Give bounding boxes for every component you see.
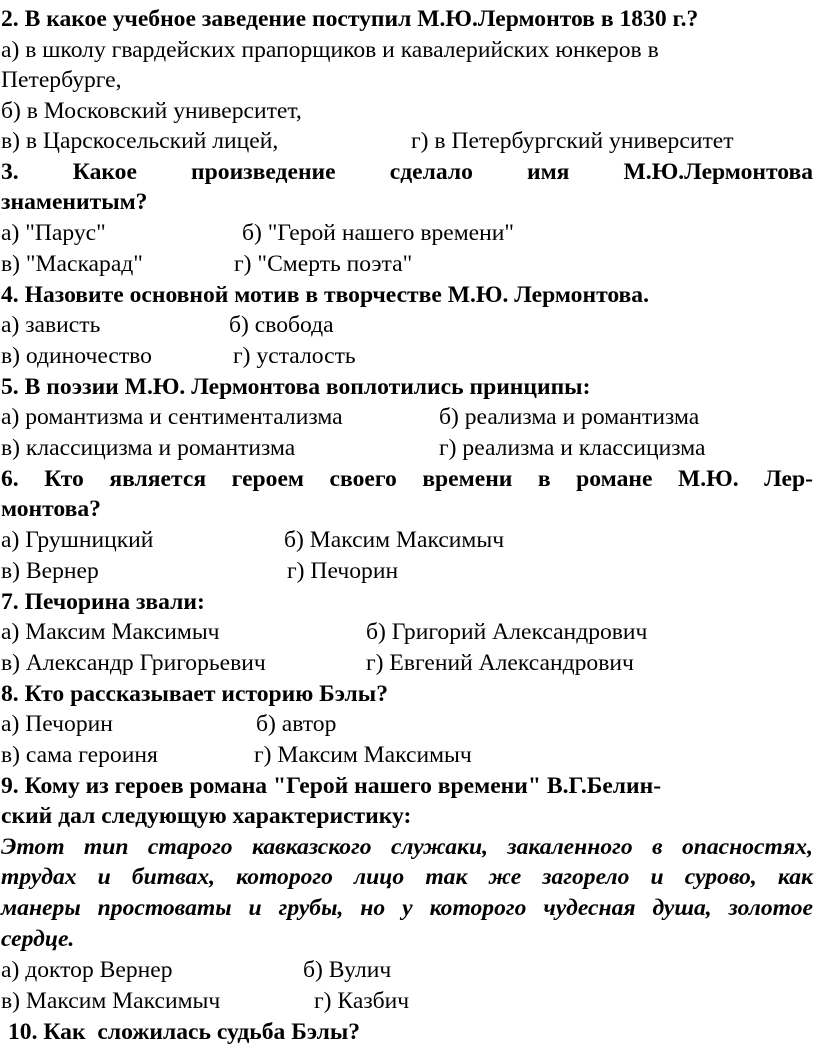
q8-option-v: в) сама героиня [1, 742, 158, 768]
question-6-line2: монтова? [1, 496, 101, 522]
q9-option-g: г) Казбич [314, 988, 410, 1014]
question-10: 10. Как сложилась судьба Бэлы? [8, 1019, 361, 1045]
question-8: 8. Кто рассказывает историю Бэлы? [1, 681, 388, 707]
q3-option-b: б) "Герой нашего времени" [242, 220, 515, 246]
q8-option-b: б) автор [256, 711, 337, 737]
q5-option-b: б) реализма и романтизма [439, 404, 700, 430]
q8-option-a: а) Печорин [1, 711, 113, 737]
q9-quote-line4: сердце. [1, 926, 75, 952]
q6-option-a: а) Грушницкий [1, 527, 154, 553]
q8-options-row1 [1, 709, 813, 739]
q9-options-row1 [1, 955, 813, 985]
q6-option-b: б) Максим Максимыч [284, 527, 505, 553]
question-5: 5. В поэзии М.Ю. Лермонтова воплотились принципы: [1, 374, 591, 400]
q3-option-v: в) "Маскарад" [1, 251, 143, 277]
q7-option-v: в) Александр Григорьевич [1, 650, 266, 676]
question-3-line1: 3. Какое произведение сделало имя М.Ю.Лермонтова [1, 159, 813, 185]
q3-options-row2 [1, 249, 813, 279]
q3-option-a: а) "Парус" [1, 220, 106, 246]
q2-option-b: б) в Московский университет, [1, 98, 302, 124]
question-7: 7. Печорина звали: [1, 589, 205, 615]
question-2: 2. В какое учебное заведение поступил М.Ю.Лермонтов в 1830 г.? [1, 6, 699, 32]
q4-options-row2 [1, 341, 813, 371]
q4-option-v: в) одиночество [1, 343, 152, 369]
q9-options-row2 [1, 986, 813, 1016]
q5-options-row2 [1, 433, 813, 463]
q9-option-b: б) Вулич [303, 957, 392, 983]
q6-option-v: в) Вернер [1, 558, 99, 584]
q9-quote-line3: манеры простоваты и грубы, но у которого чудесная душа, золотое [1, 895, 813, 921]
q6-option-g: г) Печорин [287, 558, 399, 584]
q3-option-g: г) "Смерть поэта" [234, 251, 413, 277]
question-4: 4. Назовите основной мотив в творчестве М.Ю. Лермонтова. [1, 282, 649, 308]
q8-options-row2 [1, 740, 813, 770]
q9-option-v: в) Максим Максимыч [1, 988, 221, 1014]
q2-options-row [1, 126, 813, 156]
q7-options-row2 [1, 648, 813, 678]
q7-options-row1 [1, 617, 813, 647]
q2-option-a-line1: а) в школу гвардейских прапорщиков и кавалерийских юнкеров в [1, 37, 659, 63]
q3-options-row1 [1, 218, 813, 248]
q6-options-row2 [1, 556, 813, 586]
question-6-line1: 6. Кто является героем своего времени в романе М.Ю. Лер- [1, 466, 813, 492]
q4-option-g: г) усталость [233, 343, 356, 369]
q9-quote-line1: Этот тип старого кавказского служаки, закаленного в опасностях, [1, 834, 813, 860]
q5-options-row1 [1, 402, 813, 432]
q9-quote-line2: трудах и битвах, которого лицо так же загорело и сурово, как [1, 864, 813, 890]
q4-option-a: а) зависть [1, 312, 101, 338]
q4-options-row1 [1, 310, 813, 340]
q2-option-g: г) в Петербургский университет [411, 128, 734, 154]
q6-options-row1 [1, 525, 813, 555]
question-3-line2: знаменитым? [1, 189, 148, 215]
q5-option-g: г) реализма и классицизма [439, 435, 706, 461]
q2-option-a-line2: Петербурге, [1, 67, 122, 93]
q5-option-v: в) классицизма и романтизма [1, 435, 296, 461]
question-9-line2: ский дал следующую характеристику: [1, 803, 412, 829]
q7-option-a: а) Максим Максимыч [1, 619, 220, 645]
q4-option-b: б) свобода [229, 312, 334, 338]
q5-option-a: а) романтизма и сентиментализма [1, 404, 343, 430]
question-9-line1: 9. Кому из героев романа "Герой нашего времени" В.Г.Белин- [1, 773, 662, 799]
q9-option-a: а) доктор Вернер [1, 957, 173, 983]
q7-option-b: б) Григорий Александрович [366, 619, 648, 645]
q8-option-g: г) Максим Максимыч [254, 742, 472, 768]
q2-option-v: в) в Царскосельский лицей, [1, 128, 279, 154]
q7-option-g: г) Евгений Александрович [366, 650, 634, 676]
